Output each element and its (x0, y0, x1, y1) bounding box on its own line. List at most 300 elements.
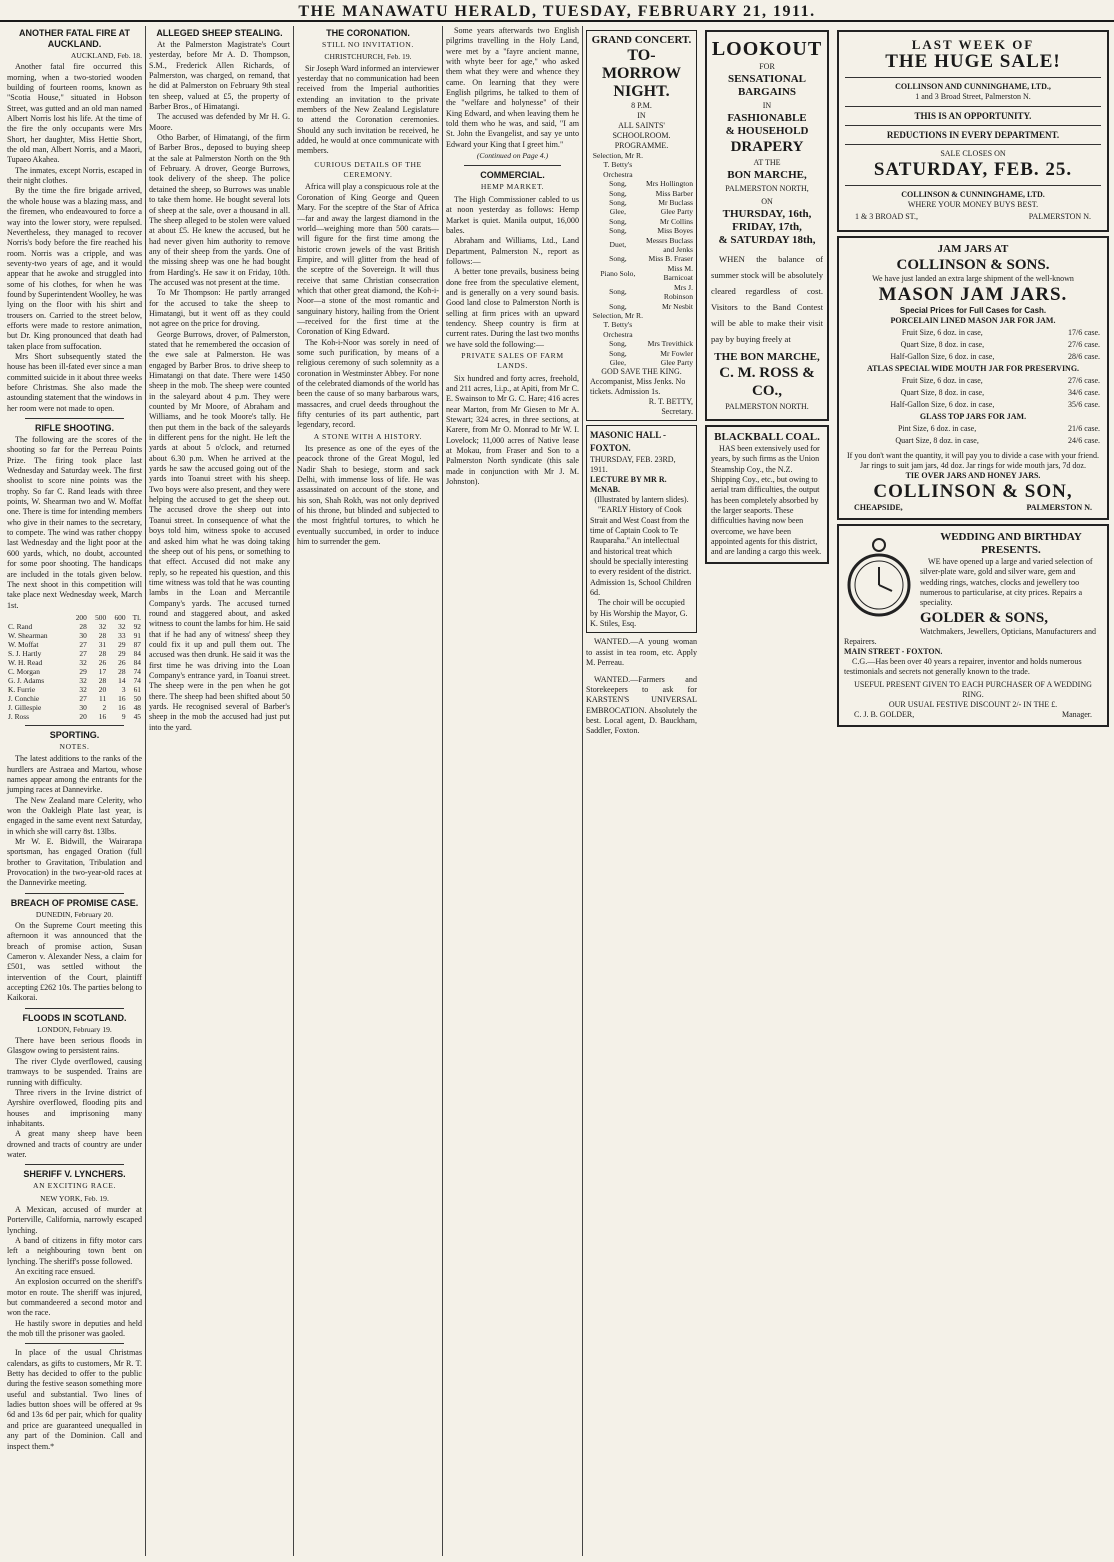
masonic-note: (Illustrated by lantern slides). (594, 495, 689, 505)
programme-performer: Miss Boyes (657, 226, 693, 236)
list-item (590, 339, 693, 348)
masonic-title: MASONIC HALL - FOXTON. (590, 430, 667, 454)
divider (25, 1008, 124, 1009)
wanted-ad-2: WANTED.—Farmers and Storekeepers to ask for KARSTEN'S UNIVERSAL EMBROCATION. Absolutely the best. Local agent, D. Bauckham, Saddler, Foxton. (586, 674, 697, 736)
jam-special: Special Prices for Full Cases for Cash. (899, 306, 1047, 315)
floods-headline: FLOODS IN SCOTLAND. (22, 1012, 127, 1023)
wedding-manager-title: Manager. (1062, 710, 1092, 720)
table-header: Tl. (132, 612, 141, 622)
table-cell: 84 (133, 648, 141, 658)
jam-price-list-3 (844, 422, 1102, 448)
table-cell: 84 (133, 657, 141, 667)
continued-note: (Continued on Page 4.) (476, 151, 549, 161)
column-3 (293, 26, 442, 1556)
list-item (590, 179, 693, 188)
programme-item: Duet, (609, 240, 627, 250)
table-cell: 32 (79, 657, 87, 667)
price-item: Pint Size, 6 doz. in case, (897, 424, 977, 433)
concert-time: 8 P.M. (631, 101, 652, 110)
programme-performer: Glee Party (660, 357, 693, 367)
programme-item: Glee, (609, 357, 626, 367)
table-row (7, 703, 142, 712)
programme-performer: Mr Nesbit (661, 301, 693, 311)
lookout-owner: C. M. ROSS & CO., (719, 365, 815, 399)
lookout-line: AT THE (753, 158, 781, 167)
lookout-ad (705, 30, 829, 421)
pocket-watch-illustration (844, 533, 914, 628)
rifle-score-table (7, 613, 142, 721)
sheriff-subhead: AN EXCITING RACE. (33, 1181, 116, 1191)
table-cell: 50 (133, 693, 141, 703)
price-value: 35/6 case. (1068, 400, 1100, 409)
sporting-subhead: NOTES. (59, 741, 90, 751)
programme-performer: Miss M. Barnicoat (663, 263, 693, 283)
divider (25, 725, 124, 726)
price-item: Fruit Size, 6 doz. in case, (901, 328, 983, 337)
programme-item: Song, (609, 188, 627, 198)
sheep-para-5: George Burrows, drover, of Palmerston, stated that he remembered the occasion of the ewe sale at Palmerston. He was engaged by Barber Bros. to drive sheep to Himatangi on that date. There were 1450 sheep in the mob. The sheep were counted in the saleyard about 4 p.m. They were counted by Mr Moore, of Abraham and Williams, and he took Moore's tally. He then put them in the back of the saleyards in different pens for the night. He left the yards at about 5 o'clock, and returned about 6.30 p.m. When he arrived at the yards he saw the accused going out of the yards into Toanui street with his sheep. Two boys were also present, and they were helping the accused to get the sheep out. The accused drove the sheep out into Toanui street. In consequence of what the boys told him, witness spoke to accused and asked him what he was doing taking the sheep out of his pens, or something to that effect. Accused did not make any reply, so he repeated his question, and this time witness was told that he was counting lambs in the Loan and Mercantile Company's yards. The accused turned round and staggered about, and asked witness to count the lambs for him. He said that if he had any of witness' sheep they could fix it up and pull them out. The accused was then drunk. He said it was the first time he was driving into the Loan Company's entrance yard, in Toanui street. The sheep were in the pen when he got there. The sheep had been shifted about 50 yards. He recognised several of Barber's sheep in the mob the accused had just put into the yard. (149, 329, 290, 732)
hemp-para-3: A better tone prevails, business being done free from the speculative element, and is generally on a very sound basis. Good land close to Palmerston North is selling at firm prices with an upward tendency. Sheep country is firm at current rates. During the last two months we have sold the following:— (446, 267, 579, 349)
jam-line: JAM JARS AT (937, 243, 1009, 255)
table-cell: 28 (98, 630, 107, 640)
table-row (7, 694, 142, 703)
programme-item: Song, (609, 339, 627, 349)
table-cell: 91 (133, 630, 141, 640)
table-cell: 92 (133, 621, 141, 631)
table-row (7, 667, 142, 676)
table-cell: 74 (133, 666, 141, 676)
price-item: Half-Gallon Size, 6 doz. in case, (890, 352, 995, 361)
jam-jars-ad (837, 236, 1109, 520)
lookout-line: FRIDAY, 17th, (732, 221, 802, 233)
table-cell: G. J. Adams (8, 675, 45, 685)
table-cell: 2 (102, 702, 107, 712)
table-cell: W. H. Read (8, 657, 43, 667)
coal-ad (705, 425, 829, 564)
lookout-body: WHEN the balance of summer stock will be absolutely cleared regardless of cost. Visitors to the Band Contest will be able to make their visit pay by buying freely at (711, 254, 823, 344)
concert-venue: ALL SAINTS' SCHOOLROOM. (612, 121, 671, 140)
lookout-line: PALMERSTON NORTH, (725, 184, 809, 193)
table-cell: 28 (98, 648, 107, 658)
wedding-gift: USEFUL PRESENT GIVEN TO EACH PURCHASER OF A WEDDING RING. (854, 680, 1092, 700)
sale-firm: COLLINSON AND CUNNINGHAME, LTD., (895, 82, 1051, 91)
table-cell: 61 (133, 684, 141, 694)
list-item (590, 207, 693, 216)
programme-performer: Mr Fowler (660, 348, 693, 358)
table-cell: S. J. Hartly (8, 648, 42, 658)
huge-sale-ad (837, 30, 1109, 232)
jam-note-1: If you don't want the quantity, it will pay you to divide a case with your friend. (847, 451, 1099, 460)
table-row (846, 328, 1100, 338)
hemp-para-2: Abraham and Williams, Ltd., Land Department, Palmerston N., report as follows:— (446, 236, 579, 266)
table-row (7, 676, 142, 685)
programme-performer: Mr Collins (659, 216, 693, 226)
sheep-para-3: Otho Barber, of Himatangi, of the firm of Barber Bros., deposed to buying sheep at the sale at Palmerston North on the 9th of February. A drover, George Burrows, took delivery of the sheep. The police detained the sheep, so Burrows was unable to take them home. He bought several lots of sheep at the sale, over a thousand in all. The sheep alleged to be stolen were valued at about £5. He knew the accused, but he had never given him authority to remove any of their sheep from the yards. One of the missing sheep was one he had bought from Harding's. He saw it on Friday, 10th. The accused was not present at the time. (149, 133, 290, 287)
table-cell: 28 (79, 621, 87, 631)
programme-item: Song, (609, 198, 627, 208)
divider (845, 144, 1101, 145)
concert-ad (586, 30, 697, 421)
farm-sales-subhead: PRIVATE SALES OF FARM LANDS. (461, 350, 564, 371)
coronation-subhead: STILL NO INVITATION. (322, 40, 414, 49)
table-cell: 31 (98, 639, 107, 649)
curious-subhead: CURIOUS DETAILS OF THE CEREMONY. (314, 159, 422, 180)
table-cell: J. Gillespie (8, 702, 42, 712)
table-cell: C. Morgan (8, 666, 40, 676)
sale-reductions: REDUCTIONS IN EVERY DEPARTMENT. (886, 130, 1060, 140)
table-row (7, 658, 142, 667)
sheep-para-1: At the Palmerston Magistrate's Court yesterday, before Mr A. D. Thompson, S.M., Frederick Allen Richards, of Palmerston, was charged, on remand, that he did at Palmerston on February 9th steal ten sheep, valued at £5, the property of Barber Bros., of Himatangi. (149, 40, 290, 112)
table-cell: J. Ross (8, 711, 29, 721)
programme-item: Song, (609, 216, 627, 226)
list-item (590, 189, 693, 198)
commercial-headline: COMMERCIAL. (480, 170, 545, 181)
table-cell: 16 (118, 693, 126, 703)
list-item (590, 198, 693, 207)
sporting-headline: SPORTING. (49, 729, 100, 740)
rifle-para: The following are the scores of the shooting so far for the Perreau Points Prize. The firing took place last Wednesday and Saturday week. The first shoolist to score nine points was the trophy. So far C. Rand leads with three points, W. Shearman two and W. Moffat one. There is time for intending members who give in their names to the secretary, to compete. The wind was rather choppy last Wednesday and the light poor at the 600 yards, which, no doubt, accounted for some poor shooting. The handicaps are included in the totals given below. The next shoot in this competition will take place next Wednesday week, March 1st. (7, 435, 142, 610)
programme-item: Song, (609, 179, 627, 189)
programme-performer (646, 311, 693, 339)
table-cell: 29 (118, 648, 126, 658)
list-item (590, 217, 693, 226)
jam-category: GLASS TOP JARS FOR JAM. (919, 412, 1027, 421)
jam-firm-2: COLLINSON & SON, (873, 481, 1073, 502)
divider (464, 165, 561, 166)
concert-programme (590, 151, 693, 367)
lookout-line: FASHIONABLE (727, 112, 807, 124)
table-cell: 32 (79, 684, 87, 694)
pilgrims-para: Some years afterwards two English pilgrims travelling in the Holy Land, were met by a "fayre ancient manne, with whyte beer for age," who asked them what they were and whence they came. On learning that they were English pilgrims, he talked to them of the "welfare and holynesse" of their King Edward, and when leaving them he told them who he was, and said, "I am St. John the Evangelist, and say ye unto Edward your King that I greet him." (446, 26, 579, 149)
programme-performer: Mrs Hollington (645, 179, 693, 189)
programme-item: Selection, Mr R. T. Betty's Orchestra (592, 151, 643, 179)
table-cell: 16 (118, 702, 126, 712)
price-item: Quart Size, 8 doz. in case, (900, 388, 985, 397)
coal-body: HAS been extensively used for years, by such firms as the Union Steamship Coy., the N.Z. Shipping Coy., etc., but owing to aerial tram difficulties, the output has been completely absorbed by the larger seaports. These difficulties having now been overcome, we have been appointed agents for this district, and are landing a cargo this week. (711, 444, 822, 557)
fire-para-3: By the time the fire brigade arrived, the whole house was a blazing mass, and the firemen, who endeavoured to force a way into the lower story, were repulsed. Nevertheless, they managed to recover Norris's body before the fire reached his room. Norris was a cripple, and was seventy-two years of age, and it would appear that he awoke and struggled into some of his clothes, for when he was found by Superintendent Woolley, he was lying on the floor with his shirt and trousers on. Carried to the street below, efforts were made to restore animation, but Dr. King pronounced that death had taken place from suffocation. (7, 186, 142, 351)
price-value: 27/6 case. (1068, 376, 1100, 385)
table-cell: K. Furrie (8, 684, 36, 694)
programme-item: Selection, Mr R. T. Betty's Orchestra (592, 310, 643, 339)
sale-headline: THE HUGE SALE! (885, 51, 1061, 72)
coronation-para: Sir Joseph Ward informed an interviewer yesterday that no communication had been received from the Imperial authorities extending an invitation to the private members of the New Zealand Legislature to attend the Coronation ceremonies. Should any such invitation be received, he added, he would at once communicate with members. (297, 63, 439, 156)
table-row (7, 631, 142, 640)
table-cell: 33 (118, 630, 126, 640)
wedding-desc: Watchmakers, Jewellers, Opticians, Manufacturers and Repairers. (844, 626, 1096, 646)
concert-footer: Accompanist, Miss Jenks. No tickets. Admission 1s. (590, 377, 686, 397)
table-cell: 20 (98, 684, 107, 694)
jam-category: PORCELAIN LINED MASON JAR FOR JAM. (890, 316, 1056, 325)
programme-item: Piano Solo, (600, 268, 636, 278)
table-cell: 29 (118, 639, 126, 649)
wedding-title: WEDDING AND BIRTHDAY PRESENTS. (940, 531, 1082, 556)
list-item (590, 311, 693, 339)
table-row (7, 712, 142, 721)
column-4 (442, 26, 582, 1556)
column-7 (834, 26, 1112, 1556)
concert-headline: TO-MORROW NIGHT. (601, 47, 682, 100)
coronation-headline: THE CORONATION. (326, 28, 410, 38)
price-value: 34/6 case. (1068, 388, 1100, 397)
farm-sales-para: Six hundred and forty acres, freehold, and 211 acres, l.i.p., at Apiti, from Mr C. E. Swainson to Mr G. C. Hare; 416 acres near Marton, from Mr Giesen to Mr A. Stewart; 324 acres, in three sections, at Karere, from Mr O. Monrad to Mr W. I. Lovelock; 11,000 acres of Native lease at Mokau, from Fraser and Son to a Palmerston North syndicate (this sale made in conjunction with Mr J. M. Johnston). (446, 373, 579, 487)
divider (25, 1164, 124, 1165)
jam-note-3: TIE OVER JARS AND HONEY JARS. (905, 471, 1041, 480)
table-row (846, 400, 1100, 410)
table-cell: 29 (79, 666, 87, 676)
table-cell: J. Conchie (8, 693, 40, 703)
sale-firm-2: COLLINSON & CUNNINGHAME, LTD. (901, 190, 1045, 199)
table-cell: 27 (79, 693, 87, 703)
floods-para-1: There have been serious floods in Glasgow owing to persistent rains. (7, 1036, 142, 1056)
list-item (590, 302, 693, 311)
lookout-line: IN (762, 101, 772, 110)
sale-closes: SALE CLOSES ON (940, 149, 1006, 158)
floods-para-2: The river Clyde overflowed, causing tramways to be suspended. Trains are running with difficulty. (7, 1056, 142, 1087)
divider (845, 106, 1101, 107)
jam-price-list-2 (844, 374, 1102, 412)
table-row (846, 436, 1100, 446)
jam-note-2: Jar rings to suit jam jars, 4d doz. Jar rings for wide mouth jars, 7d doz. (860, 461, 1086, 470)
table-cell: 28 (118, 666, 126, 676)
table-header: 500 (95, 612, 107, 622)
concert-title: GRAND CONCERT. (591, 34, 692, 46)
table-header-row (7, 613, 142, 622)
fire-para-2: The inmates, except Norris, escaped in their night clothes. (7, 165, 142, 186)
jam-firm: COLLINSON & SONS. (896, 257, 1050, 273)
jam-intro: We have just landed an extra large shipment of the well-known (872, 274, 1074, 283)
hemp-para-1: The High Commissioner cabled to us at noon yesterday as follows: Hemp Market is quiet. Manila output, 16,000 bales. (446, 194, 579, 235)
list-item (590, 151, 693, 179)
list-item (590, 264, 693, 283)
table-cell: 27 (79, 639, 87, 649)
sale-town: PALMERSTON N. (1028, 212, 1091, 221)
lookout-line: & HOUSEHOLD (725, 125, 809, 137)
lookout-line: BON MARCHE, (727, 169, 807, 181)
divider (25, 893, 124, 894)
masonic-ad (586, 425, 697, 633)
divider (845, 77, 1101, 78)
table-cell: C. Rand (8, 621, 33, 631)
breach-dateline: DUNEDIN, February 20. (35, 909, 114, 919)
jam-price-list-1 (844, 326, 1102, 364)
masthead: THE MANAWATU HERALD, TUESDAY, FEBRUARY 21, 1911. (0, 0, 1114, 22)
sheriff-para-5: He hastily swore in deputies and held the mob till the prisoner was gaoled. (7, 1318, 142, 1339)
price-value: 24/6 case. (1068, 436, 1100, 445)
programme-performer: Mrs Trevithick (647, 339, 693, 349)
sale-address: 1 and 3 Broad Street, Palmerston N. (915, 92, 1031, 101)
sporting-para-2: The New Zealand mare Celerity, who won the Oakleigh Plate last year, is engaged in the same event next Saturday, in which she will carry 8st. 13lbs. (7, 795, 142, 836)
programme-performer: Miss B. Fraser (648, 254, 693, 264)
table-cell: 17 (98, 666, 107, 676)
history-para: Its presence as one of the eyes of the peacock throne of the Great Mogul, led Nadir Shah to besiege, storm and sack Delhi, with immense loss of life. He was assassinated on account of the stone, and his son, Shah Rokh, was not only deprived of his throne, but blinded and subjected to the most frightful tortures, to which he eventually succumbed, in order to induce him to surrender the gem. (297, 444, 439, 547)
wedding-firm: GOLDER & SONS, (920, 609, 1048, 626)
column-1 (4, 26, 145, 1556)
price-item: Quart Size, 8 doz. in case, (900, 340, 985, 349)
wedding-ad (837, 524, 1109, 727)
lookout-line: FOR (759, 62, 775, 71)
price-item: Fruit Size, 6 doz. in case, (901, 376, 983, 385)
divider (25, 1343, 124, 1344)
jam-footer (844, 503, 1102, 513)
curious-para-1: Africa will play a conspicuous role at the Coronation of King George and Queen Mary. For the sceptre of the Star of Africa—far and away the largest diamond in the world—weighing more than 500 carats—will figure for the first time among the historic crown jewels of the vast British Empire, and will glitter from the head of the sceptre of the Sovereign. It will thus receive that same Christian consecration which that other great diamond, the Koh-i-Noor—a stone of the most romantic and sanguinary history, hailing from the Orient—received for the first time at the Coronation of King Edward. (297, 182, 439, 337)
table-cell: 20 (79, 711, 87, 721)
breach-para: On the Supreme Court meeting this afternoon it was announced that the breach of promise action, Susan Cameron v. Alexander Ness, a claim for £501, was settled without the intervention of the Court, plaintiff accepting £262 10s. The parties belong to Kaikorai. (7, 921, 142, 1003)
concert-anthem: GOD SAVE THE KING. (601, 367, 682, 377)
table-row (846, 352, 1100, 362)
table-row (846, 340, 1100, 350)
table-cell: 87 (133, 639, 141, 649)
jam-headline: MASON JAM JARS. (878, 284, 1068, 305)
sporting-para-3: Mr W. E. Bidwill, the Wairarapa sportsman, has engaged Oration (full brother to Gravitation, Tribulation and Provocation) in the two-year-old races at the Dannevirke meeting. (7, 836, 142, 888)
table-header: 200 (75, 612, 87, 622)
table-cell: 26 (98, 657, 107, 667)
wedding-footer (844, 710, 1102, 720)
programme-performer (646, 151, 693, 179)
sheriff-headline: SHERIFF V. LYNCHERS. (23, 1169, 126, 1180)
sheriff-para-3: An exciting race ensued. (15, 1267, 96, 1276)
table-cell: W. Shearman (8, 630, 48, 640)
hemp-subhead: HEMP MARKET. (480, 182, 545, 192)
concert-programme-label: PROGRAMME. (614, 141, 669, 150)
rifle-headline: RIFLE SHOOTING. (34, 423, 114, 434)
floods-para-4: A great many sheep have been drowned and tracts of country are under water. (7, 1129, 142, 1159)
fire-headline: ANOTHER FATAL FIRE AT AUCKLAND. (19, 28, 130, 49)
table-cell: 48 (133, 702, 141, 712)
jam-category: ATLAS SPECIAL WIDE MOUTH JAR FOR PRESERVING. (866, 364, 1080, 373)
lookout-line: BARGAINS (737, 86, 797, 98)
divider (25, 418, 124, 419)
table-row (846, 388, 1100, 398)
list-item (590, 226, 693, 235)
column-5 (582, 26, 700, 1556)
wedding-street: MAIN STREET - FOXTON. (844, 646, 943, 656)
table-header (7, 613, 68, 622)
sheep-para-4: To Mr Thompson: He partly arranged for the accused to take the sheep to Himatangi, but it went off as they could not agree on the price for droving. (149, 288, 290, 329)
table-cell: 14 (118, 675, 126, 685)
coal-title: BLACKBALL COAL. (714, 431, 820, 443)
lookout-town: PALMERSTON NORTH. (725, 402, 809, 411)
lookout-line: & SATURDAY 18th, (718, 234, 816, 246)
price-item: Half-Gallon Size, 6 doz. in case, (890, 400, 995, 409)
sheriff-para-1: A Mexican, accused of murder at Porterville, California, narrowly escaped lynching. (7, 1204, 142, 1235)
programme-item: Song, (609, 254, 627, 264)
programme-performer: Glee Party (660, 207, 693, 217)
coronation-dateline: CHRISTCHURCH, Feb. 19. (324, 52, 412, 62)
list-item (590, 236, 693, 255)
price-value: 27/6 case. (1068, 340, 1100, 349)
table-row (7, 649, 142, 658)
table-row (7, 640, 142, 649)
sale-opportunity: THIS IS AN OPPORTUNITY. (914, 111, 1032, 121)
table-cell: 32 (98, 621, 107, 631)
lookout-line: THURSDAY, 16th, (722, 208, 812, 220)
table-cell: 30 (79, 630, 87, 640)
price-item: Quart Size, 8 doz. in case, (895, 436, 979, 445)
floods-dateline: LONDON, February 19. (37, 1024, 112, 1034)
lookout-shop: THE BON MARCHE, (714, 351, 820, 363)
table-cell: 32 (118, 621, 126, 631)
price-value: 21/6 case. (1068, 424, 1100, 433)
sheriff-dateline: NEW YORK, Feb. 19. (40, 1193, 109, 1203)
divider (845, 185, 1101, 186)
programme-performer: Mrs J. Robinson (663, 282, 693, 302)
betty-notice: In place of the usual Christmas calendars, as gifts to customers, Mr R. T. Betty has decided to offer to the public during the festive season something more useful and substantial. Two lines of ladies button shoes will be offered at 9s 6d and 13s 6d per pair, which for quality and price are guaranteed unequalled in any part of the Dominion. Call and inspect them.* (7, 1348, 142, 1451)
table-row (7, 622, 142, 631)
programme-item: Song, (609, 348, 627, 358)
wedding-cg: C.G.—Has been over 40 years a repairer, inventor and holds numerous testimonials and secrets not generally known to the trade. (844, 656, 1082, 677)
table-cell: 74 (133, 675, 141, 685)
table-cell: 27 (79, 648, 87, 658)
sale-line: LAST WEEK OF (911, 37, 1035, 52)
concert-in: IN (637, 111, 646, 120)
list-item (590, 349, 693, 358)
price-value: 28/6 case. (1068, 352, 1100, 361)
jam-street: CHEAPSIDE, (854, 503, 903, 512)
wedding-manager-name: C. J. B. GOLDER, (854, 710, 915, 720)
table-row (846, 376, 1100, 386)
concert-signatory: R. T. BETTY, (648, 397, 693, 407)
programme-performer: Messrs Buclass and Jenks (645, 235, 693, 255)
floods-para-3: Three rivers in the Irvine district of Ayrshire overflowed, flooding pits and houses and imprisoning many inhabitants. (7, 1087, 142, 1128)
history-subhead: A STONE WITH A HISTORY. (313, 431, 423, 441)
table-cell: 45 (133, 711, 141, 721)
programme-performer: Miss Barber (655, 188, 693, 198)
sheep-headline: ALLEGED SHEEP STEALING. (156, 28, 283, 38)
breach-headline: BREACH OF PROMISE CASE. (10, 897, 139, 908)
sale-address-2: 1 & 3 BROAD ST., (855, 212, 918, 221)
table-row (7, 685, 142, 694)
lookout-line: DRAPERY (730, 139, 804, 155)
list-item (590, 283, 693, 302)
lookout-line: ON (761, 197, 773, 206)
table-cell: 28 (98, 675, 107, 685)
sale-tagline: WHERE YOUR MONEY BUYS BEST. (907, 200, 1039, 209)
programme-item: Glee, (609, 207, 626, 217)
masonic-date: THURSDAY, FEB. 23RD, 1911. (590, 455, 676, 475)
masonic-lecture: LECTURE BY MR R. McNAB. (590, 475, 667, 495)
sale-date: SATURDAY, FEB. 25. (873, 159, 1073, 180)
column-6 (702, 26, 832, 1556)
masonic-choir: The choir will be occupied by His Worship the Mayor, G. K. Stiles, Esq. (590, 598, 688, 629)
list-item (590, 254, 693, 263)
table-cell: 30 (79, 702, 87, 712)
programme-performer: Mr Buclass (658, 198, 693, 208)
table-cell: 16 (98, 711, 107, 721)
fire-dateline: AUCKLAND, Feb. 18. (70, 51, 142, 60)
price-value: 17/6 case. (1068, 328, 1100, 337)
table-cell: 32 (79, 675, 87, 685)
sporting-para-1: The latest additions to the ranks of the hurdlers are Astraea and Martou, whose names appear among the entrants for the jumping races at Dannevirke. (7, 754, 142, 795)
table-cell: 11 (99, 693, 107, 703)
wedding-discount: OUR USUAL FESTIVE DISCOUNT 2/- IN THE £. (888, 700, 1058, 710)
table-cell: 26 (118, 657, 126, 667)
sheep-para-2: The accused was defended by Mr H. G. Moore. (149, 112, 290, 132)
column-2 (145, 26, 293, 1556)
sale-footer (845, 210, 1101, 224)
programme-item: Song, (609, 301, 627, 311)
lookout-line: SENSATIONAL (727, 73, 807, 85)
concert-signatory-title: Secretary. (661, 407, 693, 417)
table-cell: W. Moffat (8, 639, 39, 649)
curious-para-2: The Koh-i-Noor was sorely in need of some such purification, by means of a religious ceremony of such solemnity as a coronation in Westminster Abbey. For none of the celebrated diamonds of the world has been the cause of so many barbarous wars, massacres, and cruel deeds throughout the fifty centuries of its part authentic, part legendary, record. (297, 337, 439, 430)
list-item (590, 358, 693, 367)
wanted-ad-1: WANTED.—A young woman to assist in tea room, etc. Apply M. Perreau. (586, 637, 697, 668)
wedding-body: WE have opened up a large and varied selection of silver-plate ware, gold and silver ware, gem and wedding rings, watches, clocks and jewellery too numerous to particularise, at city prices. Repairs a speciality. (920, 557, 1093, 608)
programme-item: Song, (609, 287, 627, 297)
lookout-title: LOOKOUT (711, 38, 823, 60)
table-row (846, 424, 1100, 434)
table-cell: 3 (121, 684, 126, 694)
